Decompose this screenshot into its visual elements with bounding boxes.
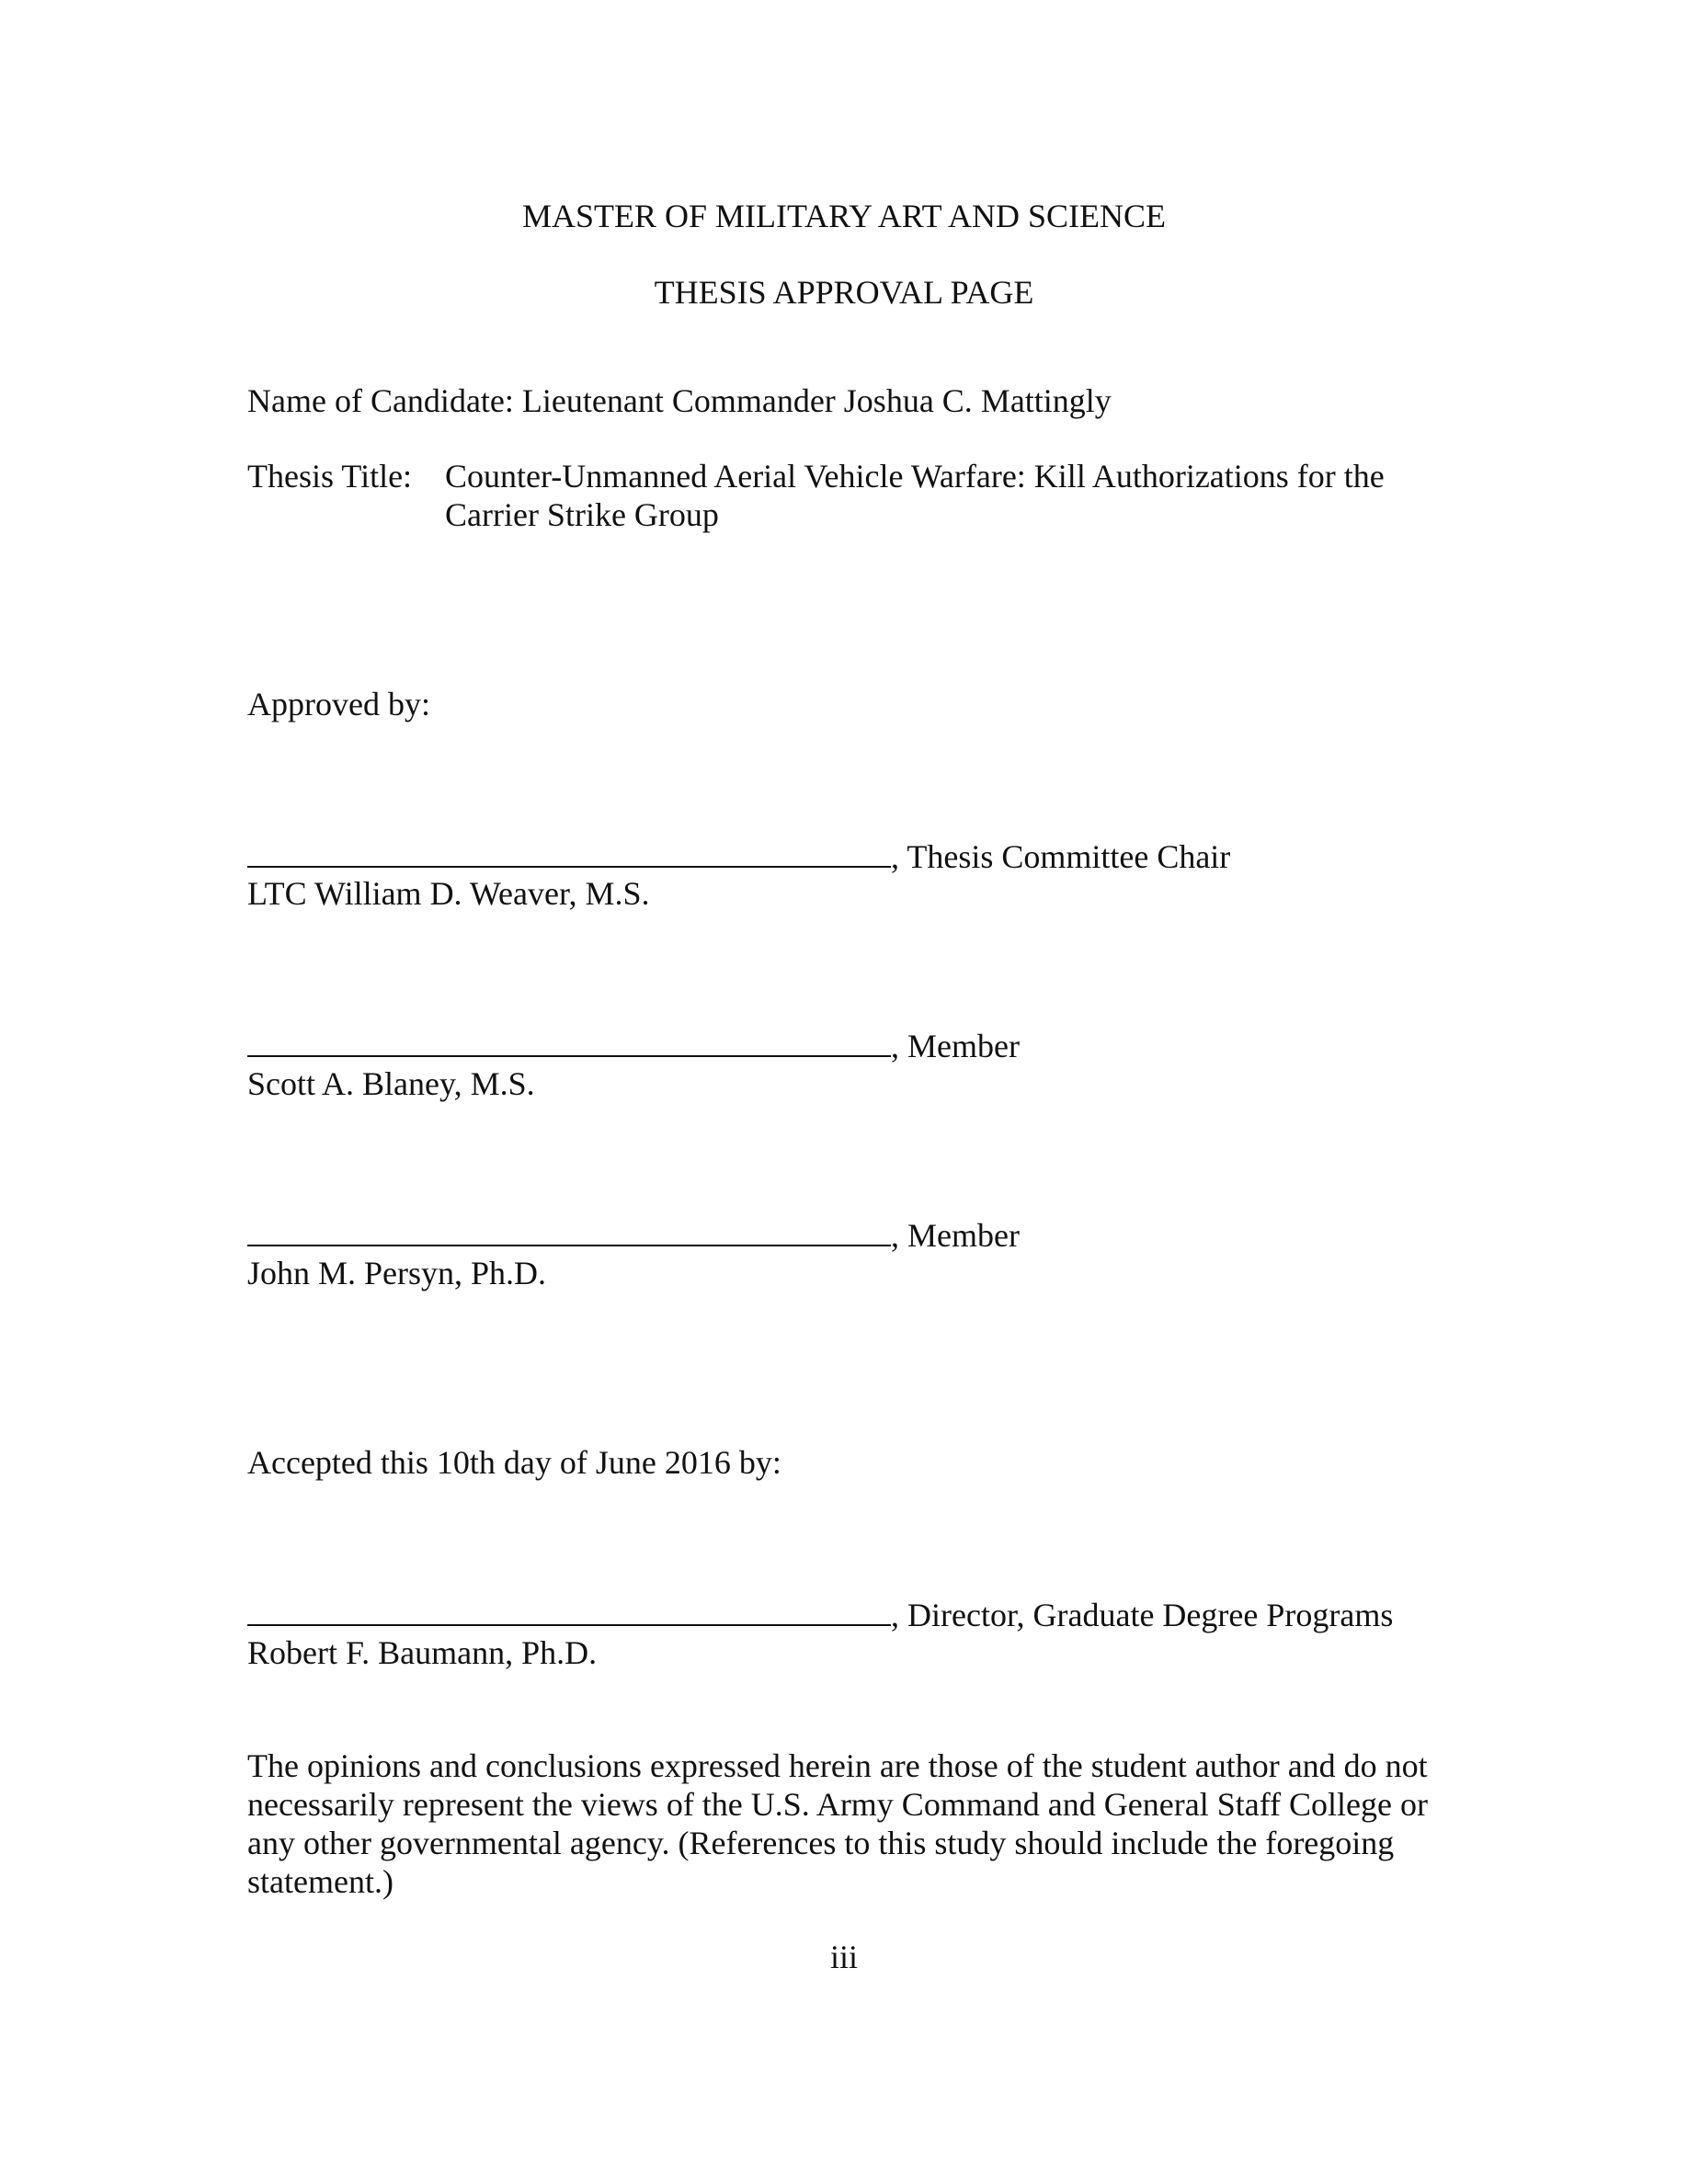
thesis-title-label: Thesis Title: [247,458,413,495]
accepted-label: Accepted this 10th day of June 2016 by: [247,1444,781,1481]
signatory-name: LTC William D. Weaver, M.S. [247,875,650,912]
signature-row-chair [247,836,1230,876]
thesis-title-line-2: Carrier Strike Group [445,496,719,533]
signature-line [247,836,891,868]
signatory-role: , Director, Graduate Degree Programs [891,1597,1394,1633]
disclaimer-line: The opinions and conclusions expressed herein are those of the student author and do not [247,1747,1428,1784]
signatory-role: , Member [891,1217,1020,1254]
candidate-name: Lieutenant Commander Joshua C. Mattingly [521,382,1112,419]
thesis-title-line-1: Counter-Unmanned Aerial Vehicle Warfare: Kill Authorizations for the [445,458,1385,495]
candidate-line [247,381,1112,420]
signatory-role: , Member [891,1028,1020,1064]
signature-row-director [247,1595,1393,1634]
signatory-name: Robert F. Baumann, Ph.D. [247,1634,598,1671]
disclaimer-paragraph [247,1746,1461,1901]
page-number: iii [829,1939,858,1975]
signature-line [247,1215,891,1246]
disclaimer-line: statement.) [247,1863,393,1900]
signature-line [247,1026,891,1057]
page-title: THESIS APPROVAL PAGE [654,274,1034,311]
signatory-name: John M. Persyn, Ph.D. [247,1255,547,1291]
candidate-label: Name of Candidate: [247,382,514,419]
degree-title: MASTER OF MILITARY ART AND SCIENCE [521,198,1167,234]
signatory-role: , Thesis Committee Chair [891,838,1231,875]
thesis-title-block [247,457,1385,533]
signature-line [247,1595,891,1626]
signature-row-member-1 [247,1026,1020,1065]
approved-by-label: Approved by: [247,686,430,722]
signatory-name: Scott A. Blaney, M.S. [247,1065,535,1102]
disclaimer-line: any other governmental agency. (References to this study should include the foregoing [247,1825,1395,1861]
disclaimer-line: necessarily represent the views of the U.S. Army Command and General Staff College or [247,1786,1428,1823]
signature-row-member-2 [247,1215,1020,1255]
